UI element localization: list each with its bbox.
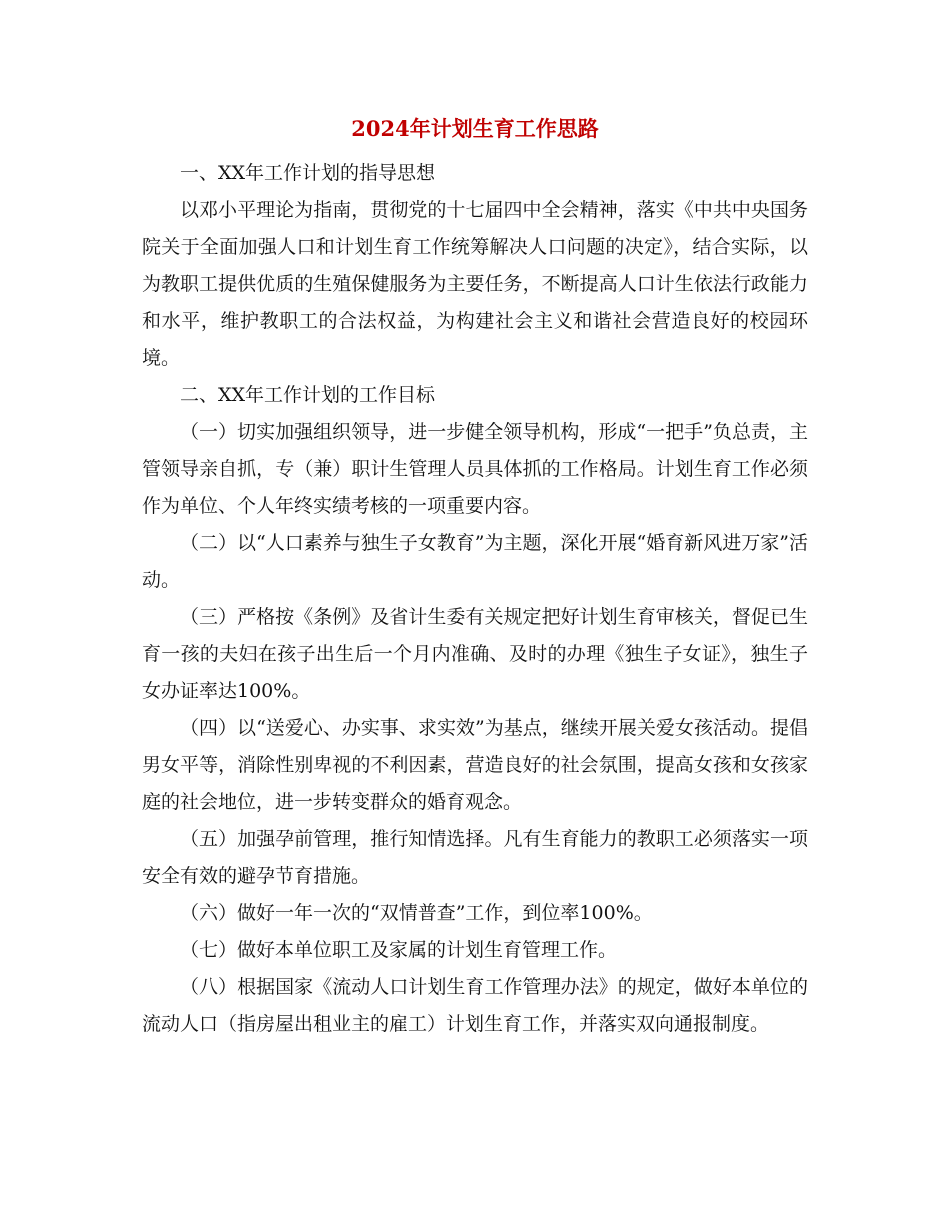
list-item: （二）以“人口素养与独生子女教育”为主题，深化开展“婚育新风进万家”活动。	[142, 532, 808, 591]
paragraph: 以邓小平理论为指南，贯彻党的十七届四中全会精神，落实《中共中央国务院关于全面加强人口和计划生育工作统筹解决人口问题的决定》，结合实际，以为教职工提供优质的生殖保健服务为主要任务，不断提高人口计生依法行政能力和水平，维护教职工的合法权益，为构建社会主义和谐社会营造良好的校园环境。	[142, 199, 808, 369]
list-item: （七）做好本单位职工及家属的计划生育管理工作。	[180, 939, 618, 961]
list-item: （四）以“送爱心、办实事、求实效”为基点，继续开展关爱女孩活动。提倡男女平等，消除性别卑视的不利因素，营造良好的社会氛围，提高女孩和女孩家庭的社会地位，进一步转变群众的婚育观念。	[142, 717, 808, 813]
list-item: （一）切实加强组织领导，进一步健全领导机构，形成“一把手”负总责，主管领导亲自抓，专（兼）职计生管理人员具体抓的工作格局。计划生育工作必须作为单位、个人年终实绩考核的一项重要内容。	[142, 421, 808, 517]
list-item: （五）加强孕前管理，推行知情选择。凡有生育能力的教职工必须落实一项安全有效的避孕节育措施。	[142, 828, 808, 887]
document-body	[142, 155, 808, 1043]
section-heading: 一、XX年工作计划的指导思想	[180, 162, 436, 184]
list-item: （六）做好一年一次的“双情普查”工作，到位率100%。	[180, 902, 653, 924]
list-item: （八）根据国家《流动人口计划生育工作管理办法》的规定，做好本单位的流动人口（指房屋出租业主的雇工）计划生育工作，并落实双向通报制度。	[142, 976, 808, 1035]
list-item: （三）严格按《条例》及省计生委有关规定把好计划生育审核关，督促已生育一孩的夫妇在孩子出生后一个月内准确、及时的办理《独生子女证》，独生子女办证率达100%。	[142, 606, 808, 702]
document-title: 2024年计划生育工作思路	[351, 116, 599, 141]
section-heading: 二、XX年工作计划的工作目标	[180, 384, 436, 406]
